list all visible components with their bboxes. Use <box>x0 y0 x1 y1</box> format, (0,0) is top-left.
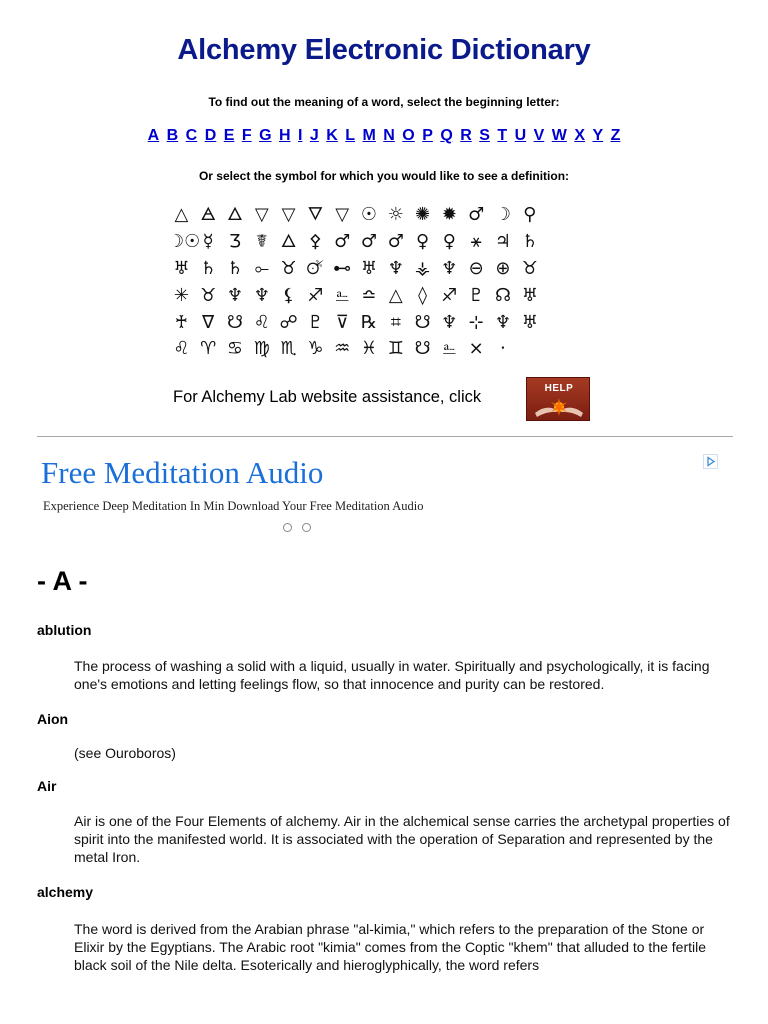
alchemy-symbol-icon[interactable]: ♈ <box>200 338 217 360</box>
symbol-row <box>168 336 608 363</box>
letter-instruction: To find out the meaning of a word, select the beginning letter: <box>208 95 560 109</box>
letter-link-p[interactable]: P <box>422 127 433 144</box>
definition-aion: (see Ouroboros) <box>74 745 176 761</box>
letter-link-g[interactable]: G <box>259 127 272 144</box>
alchemy-symbol-icon[interactable]: 🜚 <box>306 257 325 279</box>
letter-link-t[interactable]: T <box>497 127 508 144</box>
alchemy-symbol-icon[interactable]: ♊ <box>387 338 404 360</box>
ad-pager-dot-2[interactable] <box>302 523 311 532</box>
alchemy-symbol-icon[interactable]: ⊹ <box>468 311 484 333</box>
alchemy-symbol-icon[interactable]: ⚲ <box>523 204 537 226</box>
alchemy-symbol-icon[interactable]: ♂ <box>387 231 404 253</box>
alchemy-symbol-icon[interactable]: ▽ <box>281 204 296 226</box>
alchemy-symbol-icon[interactable]: ♉ <box>280 257 297 279</box>
alchemy-symbol-icon[interactable]: ✹ <box>441 204 457 226</box>
letter-link-q[interactable]: Q <box>440 127 453 144</box>
letter-link-w[interactable]: W <box>551 127 567 144</box>
alchemy-symbol-icon[interactable]: ⊽ <box>335 311 349 333</box>
alchemy-symbol-icon[interactable]: ♆ <box>387 257 404 279</box>
page-title: Alchemy Electronic Dictionary <box>177 34 591 66</box>
alchemy-symbol-icon[interactable]: ✳ <box>173 284 189 306</box>
alchemy-symbol-icon[interactable]: 🜁 <box>200 204 217 226</box>
letter-link-n[interactable]: N <box>383 127 395 144</box>
alchemy-symbol-icon[interactable]: ♅ <box>173 257 190 279</box>
alchemy-symbol-icon[interactable]: ♄ <box>200 257 217 279</box>
letter-link-s[interactable]: S <box>479 127 490 144</box>
definition-ablution: The process of washing a solid with a liquid, usually in water. Spiritually and psychologically, it is facing one's emotions and letting feelings flow, so that innocence and purity can be restored. <box>74 658 710 693</box>
letter-link-y[interactable]: Y <box>592 127 604 144</box>
alchemy-symbol-icon[interactable]: ♀ <box>442 231 456 253</box>
alchemy-symbol-icon[interactable]: ⚸ <box>281 284 296 306</box>
alchemy-symbol-icon[interactable]: ≏ <box>361 284 377 306</box>
letter-link-i[interactable]: I <box>297 127 303 144</box>
alchemy-symbol-icon[interactable]: ♐ <box>441 284 458 306</box>
alchemy-symbol-icon[interactable]: ♄ <box>226 257 244 279</box>
help-button[interactable] <box>526 377 590 421</box>
alchemy-symbol-icon[interactable]: ⚹ <box>470 231 482 253</box>
alchemy-symbol-icon[interactable]: ☊ <box>494 284 511 306</box>
alchemy-symbol-icon[interactable]: ♐ <box>307 284 324 306</box>
alchemy-symbol-icon[interactable]: ⎁ <box>442 338 457 360</box>
alchemy-symbol-icon[interactable]: ♂ <box>360 231 378 253</box>
alchemy-symbol-icon[interactable]: ♂ <box>468 204 485 226</box>
alchemy-symbol-icon[interactable]: ♇ <box>468 284 485 306</box>
alchemy-symbol-icon[interactable]: ☿ <box>202 231 214 253</box>
alchemy-symbol-icon[interactable]: 🜂 <box>227 204 243 226</box>
letter-link-h[interactable]: H <box>278 127 291 144</box>
hands-spark-icon <box>533 395 585 419</box>
letter-link-c[interactable]: C <box>185 127 198 144</box>
alchemy-symbol-icon[interactable]: ♃ <box>494 231 512 253</box>
alchemy-symbol-icon[interactable]: ☋ <box>226 311 243 333</box>
alchemy-symbol-icon[interactable]: ☽☉ <box>168 231 201 253</box>
symbol-row <box>168 309 608 336</box>
term-aion[interactable]: Aion <box>37 711 69 727</box>
assistance-text: For Alchemy Lab website assistance, click <box>173 388 482 406</box>
term-alchemy[interactable]: alchemy <box>37 884 94 900</box>
alchemy-symbol-icon[interactable]: ⌗ <box>390 311 401 333</box>
alchemy-symbol-icon[interactable]: ♆ <box>226 284 244 306</box>
alchemy-symbol-icon[interactable]: ♓ <box>360 338 378 360</box>
letter-link-l[interactable]: L <box>345 127 356 144</box>
help-label: HELP <box>544 383 574 394</box>
alchemy-symbol-icon[interactable]: ♀ <box>415 231 430 253</box>
ad-pager-dot-1[interactable] <box>283 523 292 532</box>
alchemy-symbol-icon[interactable]: ♅ <box>521 284 538 306</box>
alchemy-symbol-icon[interactable]: ⟜ <box>254 257 269 279</box>
symbol-row <box>168 282 608 309</box>
letter-link-f[interactable]: F <box>241 127 252 144</box>
symbol-instruction: Or select the symbol for which you would like to see a definition: <box>198 169 570 183</box>
section-heading: - A - <box>37 566 88 596</box>
definition-air: Air is one of the Four Elements of alchemy. Air in the alchemical sense carries the archetypal properties of spirit into the manifested world. It is associated with the operation of Separation and represented by the metal Iron. <box>74 813 730 866</box>
alchemy-symbol-icon[interactable]: ☋ <box>414 311 431 333</box>
alchemy-symbol-icon[interactable]: △ <box>174 204 189 226</box>
ad-description: Experience Deep Meditation In Min Download Your Free Meditation Audio <box>43 499 424 513</box>
alchemy-symbol-icon[interactable]: ◊ <box>418 284 428 306</box>
alchemy-symbol-icon[interactable]: ⸱ <box>500 338 506 360</box>
alchemy-symbol-icon[interactable]: ☤ <box>255 231 268 253</box>
ad-choices-icon[interactable] <box>703 454 718 469</box>
alchemy-symbol-icon[interactable]: ♍ <box>253 338 270 360</box>
alchemy-symbol-icon[interactable]: ⊕ <box>495 257 511 279</box>
alchemy-symbol-icon[interactable]: ♅ <box>360 257 378 279</box>
letter-link-k[interactable]: K <box>326 127 338 144</box>
alchemy-symbol-icon[interactable]: ♋ <box>226 338 244 360</box>
alchemy-symbol-icon[interactable]: ♆ <box>494 311 512 333</box>
alchemy-symbol-icon[interactable]: ♂ <box>334 231 351 253</box>
symbol-row <box>168 202 608 229</box>
term-air[interactable]: Air <box>37 778 57 794</box>
alchemy-symbol-icon[interactable]: ⊖ <box>468 257 484 279</box>
alchemy-symbol-icon[interactable]: ☍ <box>279 311 298 333</box>
symbol-row <box>168 229 608 256</box>
alchemy-symbol-icon[interactable]: Ʒ <box>228 231 241 253</box>
alchemy-symbol-icon[interactable]: ♑ <box>307 338 324 360</box>
alchemy-symbol-icon[interactable]: ♌ <box>173 338 190 360</box>
symbol-row <box>168 256 608 283</box>
play-triangle-icon <box>703 454 718 469</box>
alchemy-symbol-icon[interactable]: ⚶ <box>414 257 431 279</box>
alchemy-symbol-icon[interactable]: ♅ <box>521 311 538 333</box>
letter-link-m[interactable]: M <box>362 127 376 144</box>
alchemy-symbol-icon[interactable]: ☋ <box>414 338 431 360</box>
alchemy-symbol-icon[interactable]: 🜄 <box>307 204 324 226</box>
alchemy-symbol-icon[interactable]: ▽ <box>254 204 269 226</box>
letter-link-z[interactable]: Z <box>610 127 621 144</box>
alchemy-symbol-icon[interactable]: ♒ <box>334 338 351 360</box>
letter-link-x[interactable]: X <box>574 127 585 144</box>
divider <box>37 436 733 437</box>
letter-link-j[interactable]: J <box>309 127 319 144</box>
alchemy-symbol-icon[interactable]: ℞ <box>360 311 378 333</box>
letter-link-d[interactable]: D <box>204 127 217 144</box>
alchemy-symbol-icon[interactable]: ♄ <box>521 231 538 253</box>
alchemy-symbol-icon[interactable]: ♆ <box>441 257 458 279</box>
alchemy-symbol-icon[interactable]: △ <box>388 284 403 306</box>
letter-link-u[interactable]: U <box>514 127 527 144</box>
alchemy-symbol-icon[interactable]: ☼ <box>387 204 404 226</box>
alchemy-symbol-icon[interactable]: ♇ <box>307 311 324 333</box>
alchemy-symbol-icon[interactable]: ⨯ <box>468 338 484 360</box>
alchemy-symbol-icon[interactable]: 🜂 <box>280 231 297 253</box>
alchemy-symbol-icon[interactable]: ⎁ <box>334 284 350 306</box>
letter-link-b[interactable]: B <box>166 127 179 144</box>
term-ablution[interactable]: ablution <box>37 622 92 638</box>
definition-alchemy: The word is derived from the Arabian phrase "al-kimia," which refers to the preparation of the Stone or Elixir by the Egyptians. The Arabic root "kimia" comes from the Coptic "khem" that alluded to the fertile black soil of the Nile delta. Esoterically and hieroglyphically, the word refers <box>74 921 707 974</box>
alchemy-symbol-icon[interactable]: ♉ <box>200 284 217 306</box>
alchemy-symbol-icon[interactable]: ♉ <box>521 257 538 279</box>
alchemy-symbol-icon[interactable]: ⊷ <box>333 257 352 279</box>
symbol-grid <box>168 202 608 363</box>
letter-index <box>0 127 768 145</box>
letter-link-v[interactable]: V <box>533 127 545 144</box>
ad-title-link[interactable]: Free Meditation Audio <box>41 455 324 490</box>
alchemy-symbol-icon[interactable]: ♌ <box>253 311 270 333</box>
alchemy-symbol-icon[interactable]: ☉ <box>360 204 378 226</box>
alchemy-symbol-icon[interactable]: ∇ <box>202 311 215 333</box>
alchemy-symbol-icon[interactable]: ♆ <box>253 284 270 306</box>
alchemy-symbol-icon[interactable]: ☽ <box>494 204 512 226</box>
alchemy-symbol-icon[interactable]: ⚴ <box>308 231 322 253</box>
letter-link-o[interactable]: O <box>402 127 415 144</box>
alchemy-symbol-icon[interactable]: ♰ <box>174 311 189 333</box>
alchemy-symbol-icon[interactable]: ▽ <box>335 204 350 226</box>
alchemy-symbol-icon[interactable]: ✺ <box>415 204 431 226</box>
letter-link-a[interactable]: A <box>147 127 160 144</box>
alchemy-symbol-icon[interactable]: ♆ <box>441 311 458 333</box>
alchemy-symbol-icon[interactable]: ♏ <box>280 338 297 360</box>
letter-link-r[interactable]: R <box>460 127 472 144</box>
letter-link-e[interactable]: E <box>223 127 235 144</box>
